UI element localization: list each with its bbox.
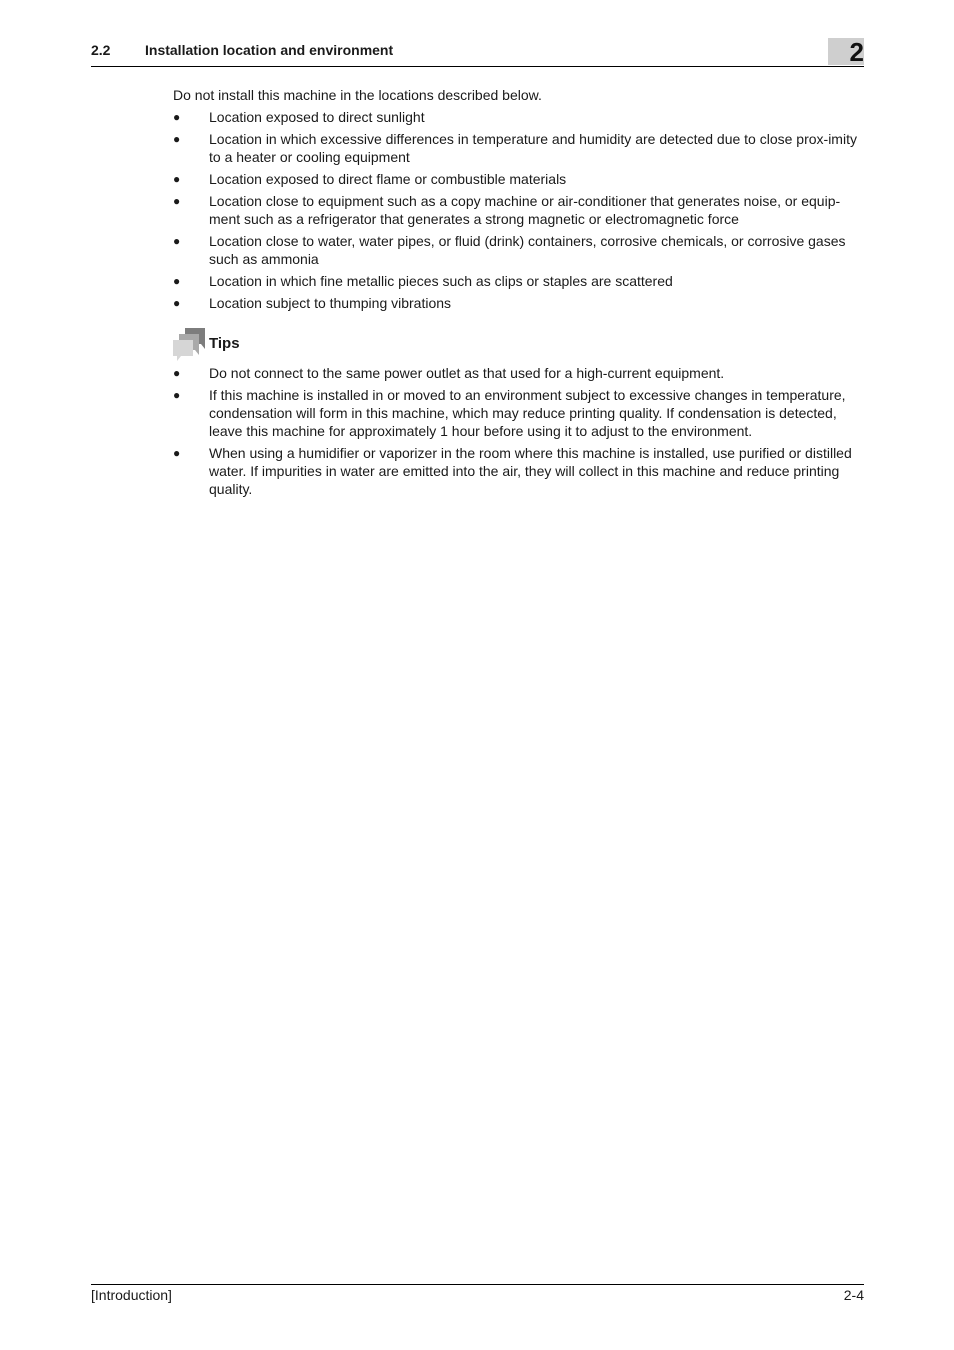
bullet-icon: ● — [173, 132, 181, 146]
intro-text: Do not install this machine in the locations described below. — [173, 87, 542, 103]
bullet-icon: ● — [173, 274, 181, 288]
list-item: ● Location subject to thumping vibrations — [173, 295, 452, 311]
list-item: ● If this machine is installed in or moved to an environment subject to excessive changes in temperature, condensation will form in this machine, which may reduce printing quality. If condensation is detected, leave this machine for approximately 1 hour before using it to adjust to the environment. — [173, 387, 846, 439]
list-item: ● Location close to equipment such as a copy machine or air-conditioner that generates noise, or equip-ment such as a refrigerator that generates a strong magnetic or electromagnetic force — [173, 193, 841, 227]
page-footer — [91, 1284, 864, 1303]
tips-heading — [173, 328, 865, 364]
chapter-number: 2 — [849, 37, 864, 67]
bullet-icon: ● — [173, 234, 181, 248]
list-item: ● Location exposed to direct sunlight — [173, 109, 425, 125]
location-list — [173, 108, 865, 312]
bullet-icon: ● — [173, 172, 181, 186]
bullet-icon: ● — [173, 110, 181, 124]
bullet-icon: ● — [173, 446, 181, 460]
bullet-icon: ● — [173, 296, 181, 310]
tips-icon — [173, 328, 207, 362]
section-title: Installation location and environment — [145, 42, 394, 58]
footer-chapter-label: [Introduction] — [91, 1287, 172, 1303]
section-number: 2.2 — [91, 42, 111, 58]
page-number: 2-4 — [843, 1287, 864, 1303]
bullet-icon: ● — [173, 388, 181, 402]
list-item: ● Location close to water, water pipes, or fluid (drink) containers, corrosive chemicals, or corrosive gases such as ammonia — [173, 233, 846, 267]
list-item: ● When using a humidifier or vaporizer in the room where this machine is installed, use purified or distilled water. If impurities in water are emitted into the air, they will collect in this machine and reduce printing quality. — [173, 445, 852, 497]
list-item: ● Location in which fine metallic pieces such as clips or staples are scattered — [173, 273, 673, 289]
tips-list — [173, 364, 865, 498]
page-header — [91, 36, 864, 67]
bullet-icon: ● — [173, 366, 181, 380]
bullet-icon: ● — [173, 194, 181, 208]
list-item: ● Location in which excessive differences in temperature and humidity are detected due to close prox-imity to a heater or cooling equipment — [173, 131, 857, 165]
tips-label: Tips — [209, 335, 240, 352]
list-item: ● Do not connect to the same power outlet as that used for a high-current equipment. — [173, 365, 725, 381]
list-item: ● Location exposed to direct flame or combustible materials — [173, 171, 567, 187]
page-content — [173, 86, 865, 502]
